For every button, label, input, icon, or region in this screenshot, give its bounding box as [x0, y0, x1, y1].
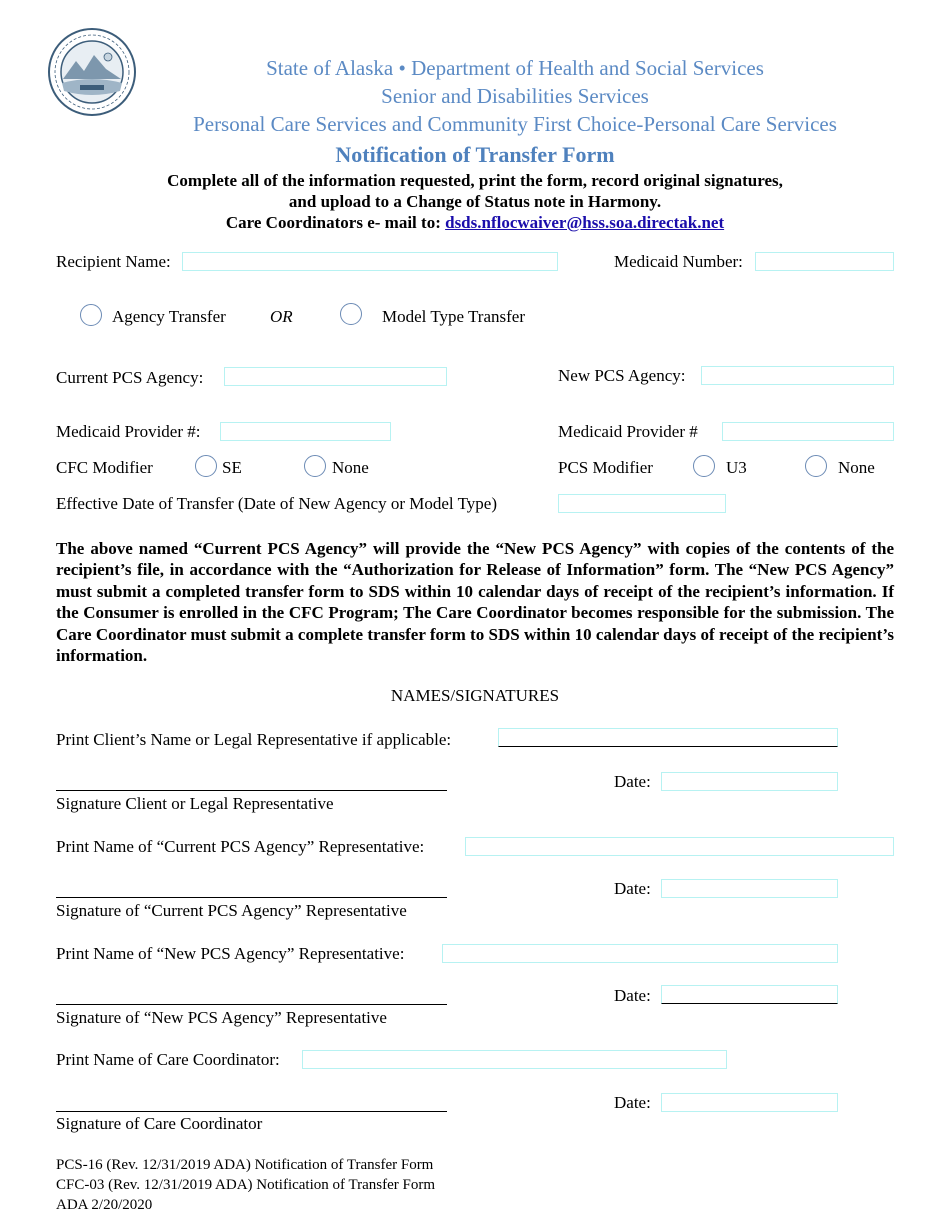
pcs-modifier-label: PCS Modifier — [558, 458, 653, 477]
pcs-u3-label: U3 — [726, 458, 747, 477]
care-coordinator-signature-label: Signature of Care Coordinator — [56, 1114, 263, 1133]
current-agency-signature-label: Signature of “Current PCS Agency” Representative — [56, 901, 407, 920]
or-label: OR — [270, 307, 293, 326]
new-medicaid-provider-label: Medicaid Provider # — [558, 422, 698, 441]
instruction-email-line — [0, 213, 950, 233]
cfc-modifier-label: CFC Modifier — [56, 458, 153, 477]
client-signature-line — [56, 790, 447, 791]
instruction-line-1: Complete all of the information requested, print the form, record original signatures, — [167, 171, 783, 190]
new-agency-signature-line — [56, 1004, 447, 1005]
current-agency-signature-line — [56, 897, 447, 898]
email-prefix: Care Coordinators e- mail to: — [225, 213, 446, 232]
new-agency-print-name-field[interactable] — [442, 944, 838, 963]
instruction-line-2: and upload to a Change of Status note in Harmony. — [288, 192, 662, 211]
email-link[interactable]: dsds.nflocwaiver@hss.soa.directak.net — [445, 213, 725, 232]
cfc-se-label: SE — [222, 458, 242, 477]
footer-cfc-form-id: CFC-03 (Rev. 12/31/2019 ADA) Notification of Transfer Form — [56, 1177, 436, 1193]
current-medicaid-provider-label: Medicaid Provider #: — [56, 422, 201, 441]
recipient-name-label: Recipient Name: — [56, 252, 171, 271]
header-line-program: Personal Care Services and Community First Choice-Personal Care Services — [193, 112, 837, 136]
header-line-division: Senior and Disabilities Services — [381, 84, 649, 108]
pcs-u3-radio[interactable] — [693, 455, 715, 477]
state-seal-icon — [46, 27, 138, 117]
current-agency-date-label: Date: — [614, 879, 651, 898]
medicaid-number-label: Medicaid Number: — [614, 252, 743, 271]
client-date-field[interactable] — [661, 772, 838, 791]
client-date-label: Date: — [614, 772, 651, 791]
footer-pcs-form-id: PCS-16 (Rev. 12/31/2019 ADA) Notification of Transfer Form — [56, 1157, 434, 1173]
client-signature-label: Signature Client or Legal Representative — [56, 794, 334, 813]
care-coordinator-signature-line — [56, 1111, 447, 1112]
transfer-instructions-paragraph: The above named “Current PCS Agency” will provide the “New PCS Agency” with copies of the contents of the recipient’s file, in accordance with the “Authorization for Release of Information” form. The “New PCS Agency” must submit a completed transfer form to SDS within 10 calendar days of receipt of the recipient’s information. If the Consumer is enrolled in the CFC Program; The Care Coordinator becomes responsible for the submission. The Care Coordinator must submit a complete transfer form to SDS within 10 calendar days of receipt of the recipient’s information. — [56, 539, 894, 666]
effective-date-field[interactable] — [558, 494, 726, 513]
cfc-se-radio[interactable] — [195, 455, 217, 477]
new-medicaid-provider-field[interactable] — [722, 422, 894, 441]
cfc-none-radio[interactable] — [304, 455, 326, 477]
agency-transfer-radio[interactable] — [80, 304, 102, 326]
current-pcs-agency-label: Current PCS Agency: — [56, 368, 204, 387]
recipient-name-field[interactable] — [182, 252, 558, 271]
model-type-transfer-label: Model Type Transfer — [382, 307, 525, 326]
current-agency-print-name-label: Print Name of “Current PCS Agency” Representative: — [56, 837, 425, 856]
model-type-transfer-radio[interactable] — [340, 303, 362, 325]
new-pcs-agency-label: New PCS Agency: — [558, 366, 686, 385]
client-print-name-field[interactable] — [498, 728, 838, 747]
new-agency-date-label: Date: — [614, 986, 651, 1005]
care-coordinator-print-name-label: Print Name of Care Coordinator: — [56, 1050, 280, 1069]
current-pcs-agency-field[interactable] — [224, 367, 447, 386]
pcs-none-label: None — [838, 458, 875, 477]
new-agency-date-field[interactable] — [661, 985, 838, 1004]
new-pcs-agency-field[interactable] — [701, 366, 894, 385]
current-medicaid-provider-field[interactable] — [220, 422, 391, 441]
medicaid-number-field[interactable] — [755, 252, 894, 271]
cfc-none-label: None — [332, 458, 369, 477]
agency-transfer-label: Agency Transfer — [112, 307, 226, 326]
form-title: Notification of Transfer Form — [335, 142, 615, 167]
care-coordinator-print-name-field[interactable] — [302, 1050, 727, 1069]
header-line-department: State of Alaska • Department of Health and Social Services — [266, 56, 764, 80]
names-signatures-heading: NAMES/SIGNATURES — [390, 686, 560, 705]
pcs-none-radio[interactable] — [805, 455, 827, 477]
new-agency-print-name-label: Print Name of “New PCS Agency” Representative: — [56, 944, 405, 963]
new-agency-signature-label: Signature of “New PCS Agency” Representative — [56, 1008, 387, 1027]
client-print-name-label: Print Client’s Name or Legal Representative if applicable: — [56, 730, 452, 749]
effective-date-label: Effective Date of Transfer (Date of New Agency or Model Type) — [56, 494, 497, 513]
current-agency-print-name-field[interactable] — [465, 837, 894, 856]
care-coordinator-date-label: Date: — [614, 1093, 651, 1112]
care-coordinator-date-field[interactable] — [661, 1093, 838, 1112]
current-agency-date-field[interactable] — [661, 879, 838, 898]
footer-ada-date: ADA 2/20/2020 — [56, 1197, 153, 1213]
